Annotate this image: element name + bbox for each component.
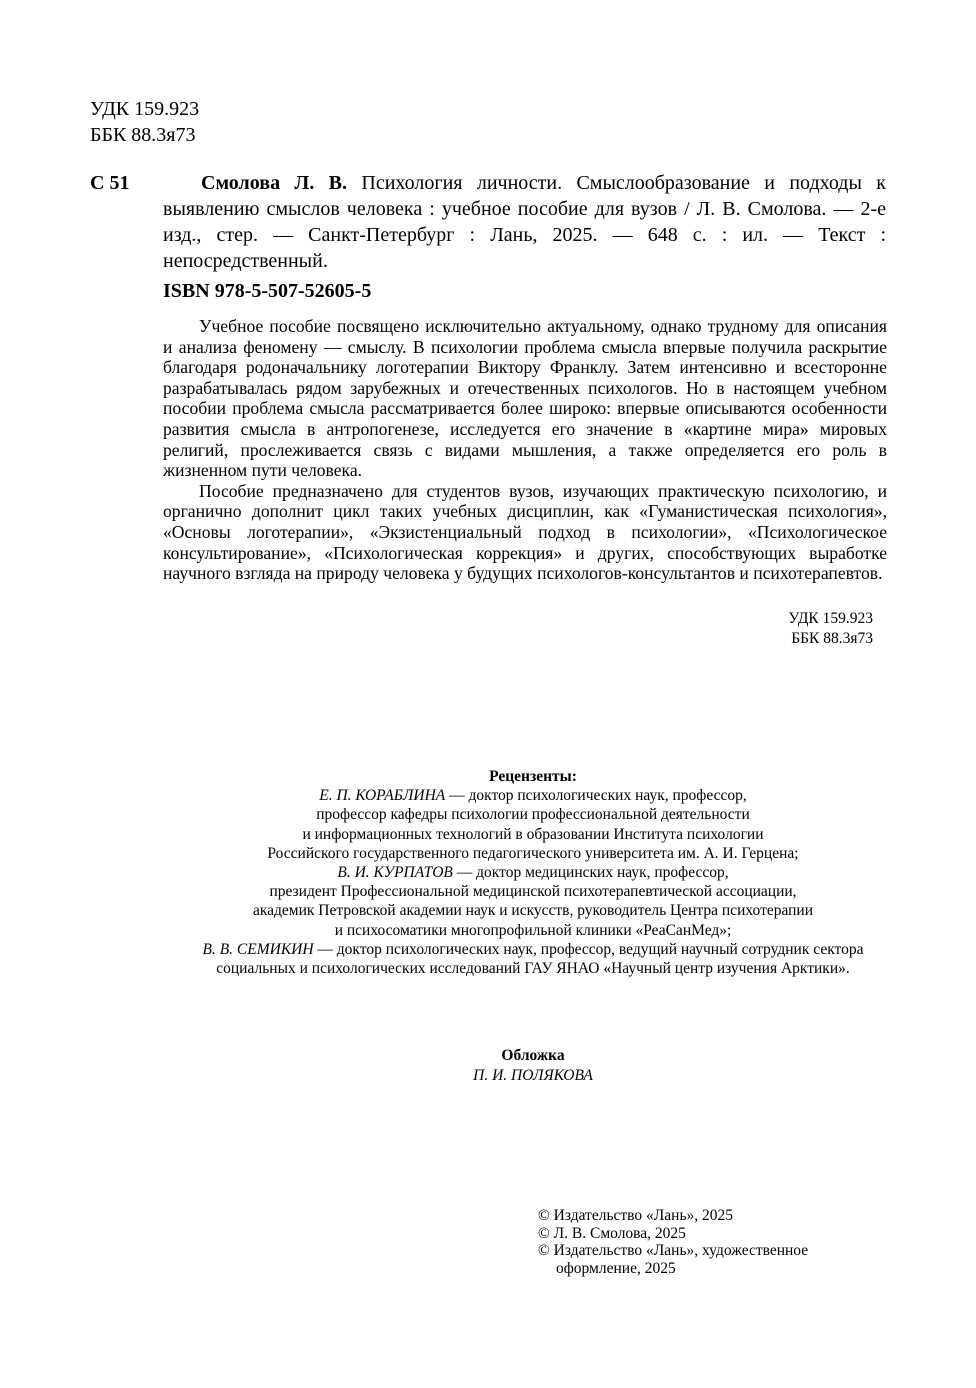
reviewer-2-name: В. И. КУРПАТОВ	[337, 864, 453, 882]
author-name: Смолова Л. В.	[201, 172, 348, 194]
bibliographic-description	[163, 170, 886, 274]
cover-heading: Обложка	[501, 1047, 565, 1064]
udk-bbk-header	[90, 96, 199, 148]
isbn: ISBN 978-5-507-52605-5	[163, 280, 372, 302]
annotation-paragraph-2: Пособие предназначено для студентов вузов, изучающих практическую психологию, и органично дополнит цикл таких учебных дисциплин, как «Гуманистическая психология», «Основы логотерапии», «Экзистенциальный подход в психологии», «Психологическое консультирование», «Психологическая коррекция» и других, способствующих выработке научного взгляда на природу человека у будущих психологов-консультантов и психотерапевтов.	[163, 480, 887, 584]
udk-code: УДК 159.923	[788, 610, 873, 627]
copyright-block	[538, 1207, 808, 1277]
reviewer-1: Е. П. КОРАБЛИНА — доктор психологических наук, профессор,	[319, 787, 747, 805]
author-mark: С 51	[90, 172, 130, 194]
bbk-code: ББК 88.3я73	[90, 124, 196, 146]
copyright-line-continuation: оформление, 2025	[556, 1259, 676, 1277]
bibliographic-entry	[90, 170, 886, 274]
copyright-line: © Издательство «Лань», 2025	[538, 1207, 734, 1224]
annotation-paragraph-1: Учебное пособие посвящено исключительно актуальному, однако трудному для описания и анализа феномену — смыслу. В психологии проблема смысла впервые получила раскрытие благодаря родоначальнику логотерапии Виктору Франклу. Затем интенсивно и всесторонне разрабатывалась рядом зарубежных и отечественных психологов. Но в настоящем учебном пособии проблема смысла рассматривается более широко: впервые описываются особенности развития смысла в антропогенезе, исследуется его значение в «картине мира» мировых религий, прослеживается связь с видами мышления, а также определяется его роль в жизненном пути человека.	[163, 316, 887, 481]
reviewer-3: В. В. СЕМИКИН — доктор психологических наук, профессор, ведущий научный сотрудник сектора	[202, 940, 864, 958]
reviewer-3-name: В. В. СЕМИКИН	[202, 940, 314, 958]
bbk-code: ББК 88.3я73	[791, 630, 873, 647]
annotation	[163, 316, 887, 584]
udk-code: УДК 159.923	[90, 98, 200, 120]
cover-credit	[90, 1046, 976, 1085]
udk-bbk-footer	[788, 609, 873, 649]
reviewer-2: В. И. КУРПАТОВ — доктор медицинских наук, профессор,	[337, 864, 729, 882]
cover-designer: П. И. ПОЛЯКОВА	[473, 1066, 593, 1084]
reviewer-1-name: Е. П. КОРАБЛИНА	[319, 787, 446, 805]
reviewers-heading: Рецензенты:	[489, 768, 577, 785]
reviewers-block: Рецензенты: Е. П. КОРАБЛИНА — доктор психологических наук, профессор, профессор кафедры психологии профессиональной деятельности и информационных технологий в образовании Института психологии Российского государственного педагогического университета им. А. И. Герцена; В. И. КУРПАТОВ — доктор медицинских наук, профессор, президент Профессиональной медицинской психотерапевтической ассоциации, академик Петровской академии наук и искусств, руководитель Центра психотерапии и психосоматики многопрофильной клиники «РеаСанМед»; В. В. СЕМИКИН — доктор психологических наук, профессор, ведущий научный сотрудник сектора социальных и психологических исследований ГАУ ЯНАО «Научный центр изучения Арктики».	[90, 767, 976, 978]
copyright-line: © Издательство «Лань», художественное	[538, 1242, 809, 1259]
bibliographic-text: Психология личности. Смыслообразование и подходы к выявлению смыслов человека : учебное пособие для вузов / Л. В. Смолова. — 2-е изд., стер. — Санкт-Петербург : Лань, 2025. — 648 с. : ил. — Текст : непосредственный.	[163, 172, 886, 272]
copyright-line: © Л. В. Смолова, 2025	[538, 1224, 686, 1242]
